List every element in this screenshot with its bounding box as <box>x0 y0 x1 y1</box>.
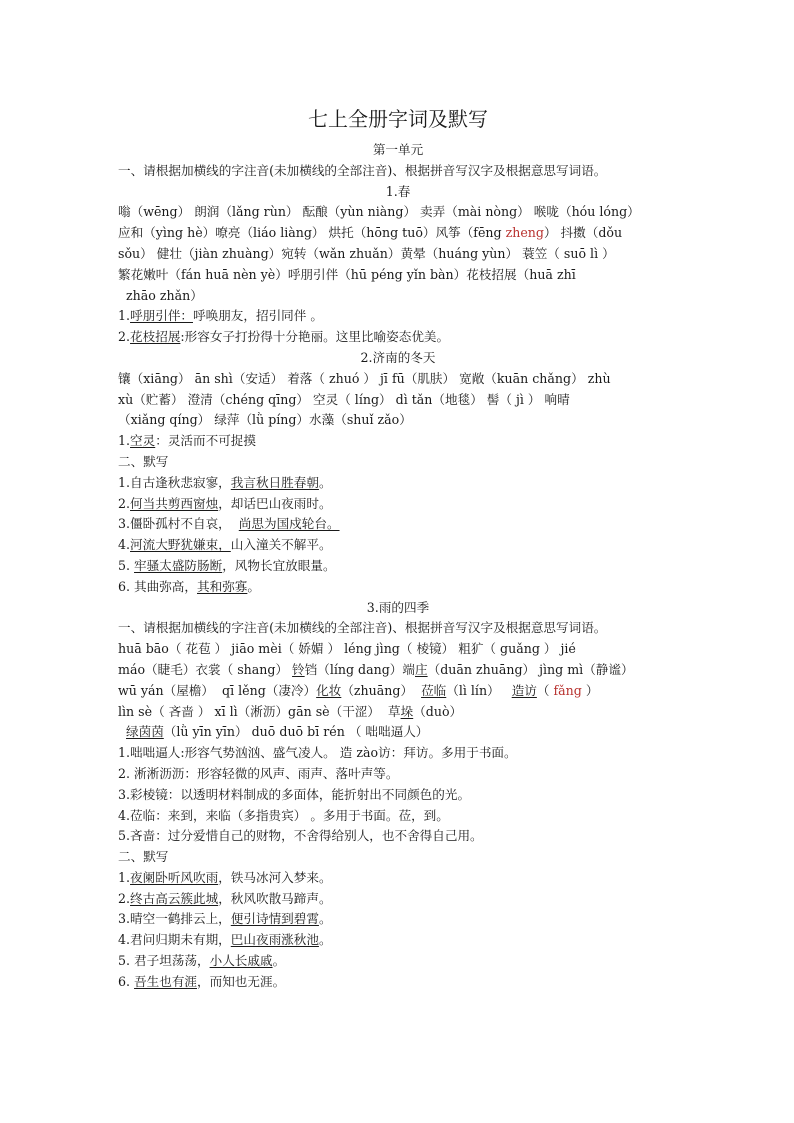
highlighted-pinyin: zheng <box>505 225 544 241</box>
dictation-item: 4.河流大野犹嫌束，山入潼关不解平。 <box>118 537 332 553</box>
vocab-line: 绿茵茵（lǜ yīn yīn） duō duō bī rén （ 咄咄逼人） <box>126 724 429 740</box>
vocab-line: 镶（xiāng） ān shì（安适） 着落（ zhuó ） jī fū（肌肤） 宽敞（kuān chǎng） zhù <box>118 370 611 386</box>
vocab-line: máo（睫毛）衣裳（ shang） 铃铛（líng dang）端庄（duān zhuāng） jìng mì（静谧） <box>118 661 634 677</box>
dictation-item: 1.夜阑卧听风吹雨，铁马冰河入梦来。 <box>118 869 332 885</box>
vocab-line: huā bāo（ 花苞 ） jiāo mèi（ 娇媚 ） léng jìng（ 棱镜） 粗犷（ guǎng ） jié <box>118 641 576 657</box>
vocab-line: 嗡（wēng） 朗润（lǎng rùn） 酝酿（yùn niàng） 卖弄（mài nòng） 喉咙（hóu lóng） <box>118 204 640 220</box>
dictation-item: 6. 吾生也有涯，而知也无涯。 <box>118 973 286 989</box>
dictation-item: 1.自古逢秋悲寂寥，我言秋日胜春朝。 <box>118 474 332 490</box>
definition-line: 3.彩棱镜：以透明材料制成的多面体，能折射出不同颜色的光。 <box>118 786 471 802</box>
vocab-line: （xiǎng qíng） 绿萍（lǜ píng）水藻（shuǐ zǎo） <box>118 412 412 428</box>
definition-line: 1.空灵：灵活而不可捉摸 <box>118 433 256 449</box>
definition-line: 1.咄咄逼人:形容气势汹汹、盛气凌人。 造 zào访：拜访。多用于书面。 <box>118 745 517 761</box>
vocab-line: xù（贮蓄） 澄清（chéng qīng） 空灵（ líng） dì tǎn（地毯） 髻（ jì ） 响晴 <box>118 391 570 407</box>
vocab-line: sǒu） 健壮（jiàn zhuàng）宛转（wǎn zhuǎn）黄晕（huáng yùn） 蓑笠（ suō lì ） <box>118 245 615 261</box>
lesson-1-title: 1.春 <box>385 183 411 199</box>
dictation-item: 5. 牢骚太盛防肠断，风物长宜放眼量。 <box>118 557 336 573</box>
dictation-heading: 二、默写 <box>118 849 169 865</box>
lesson-3-title: 3.雨的四季 <box>366 599 430 615</box>
dictation-item: 6. 其曲弥高，其和弥寡。 <box>118 578 260 594</box>
highlighted-pinyin: fǎng <box>553 682 582 698</box>
dictation-item: 3.晴空一鹤排云上，便引诗情到碧霄。 <box>118 911 332 927</box>
definition-line: 5.吝啬：过分爱惜自己的财物，不舍得给别人，也不舍得自己用。 <box>118 828 483 844</box>
dictation-item: 5. 君子坦荡荡，小人长戚戚。 <box>118 953 286 969</box>
definition-line: 1.呼朋引伴：呼唤朋友，招引同伴 。 <box>118 308 323 324</box>
document-title: 七上全册字词及默写 <box>308 107 488 131</box>
dictation-heading: 二、默写 <box>118 453 169 469</box>
document-page <box>118 104 678 993</box>
definition-line: 2.花枝招展:形容女子打扮得十分艳丽。这里比喻姿态优美。 <box>118 329 450 345</box>
vocab-line: 繁花嫩叶（fán huā nèn yè）呼朋引伴（hū péng yǐn bàn）花枝招展（huā zhī <box>118 266 576 282</box>
vocab-line: 应和（yìng hè）嘹亮（liáo liàng） 烘托（hōng tuō）风筝（fēng zheng） 抖擞（dǒu <box>118 225 623 241</box>
dictation-item: 2.何当共剪西窗烛，却话巴山夜雨时。 <box>118 495 332 511</box>
vocab-line: lìn sè（ 吝啬 ） xī lì（淅沥）gān sè（干涩） 草垛（duò） <box>118 703 463 719</box>
dictation-item: 3.僵卧孤村不自哀， 尚思为国戍轮台。 <box>118 516 340 532</box>
definition-line: 4.莅临：来到，来临（多指贵宾） 。多用于书面。莅，到。 <box>118 807 449 823</box>
definition-line: 2. 淅淅沥沥：形容轻微的风声、雨声、落叶声等。 <box>118 765 399 781</box>
dictation-item: 2.终古高云簇此城，秋风吹散马蹄声。 <box>118 890 332 906</box>
vocab-line: zhāo zhǎn） <box>126 287 203 303</box>
unit-heading: 第一单元 <box>372 142 424 157</box>
lesson-2-title: 2.济南的冬天 <box>360 349 436 365</box>
instruction-text: 一、请根据加横线的字注音(未加横线的全部注音)、根据拼音写汉字及根据意思写词语。 <box>118 620 607 636</box>
instruction-text: 一、请根据加横线的字注音(未加横线的全部注音)、根据拼音写汉字及根据意思写词语。 <box>118 162 607 178</box>
dictation-item: 4.君问归期未有期，巴山夜雨涨秋池。 <box>118 932 332 948</box>
vocab-line: wū yán（屋檐） qī lěng（凄冷）化妆（zhuāng） 莅临（lì lín） 造访（ fǎng ） <box>118 682 599 698</box>
